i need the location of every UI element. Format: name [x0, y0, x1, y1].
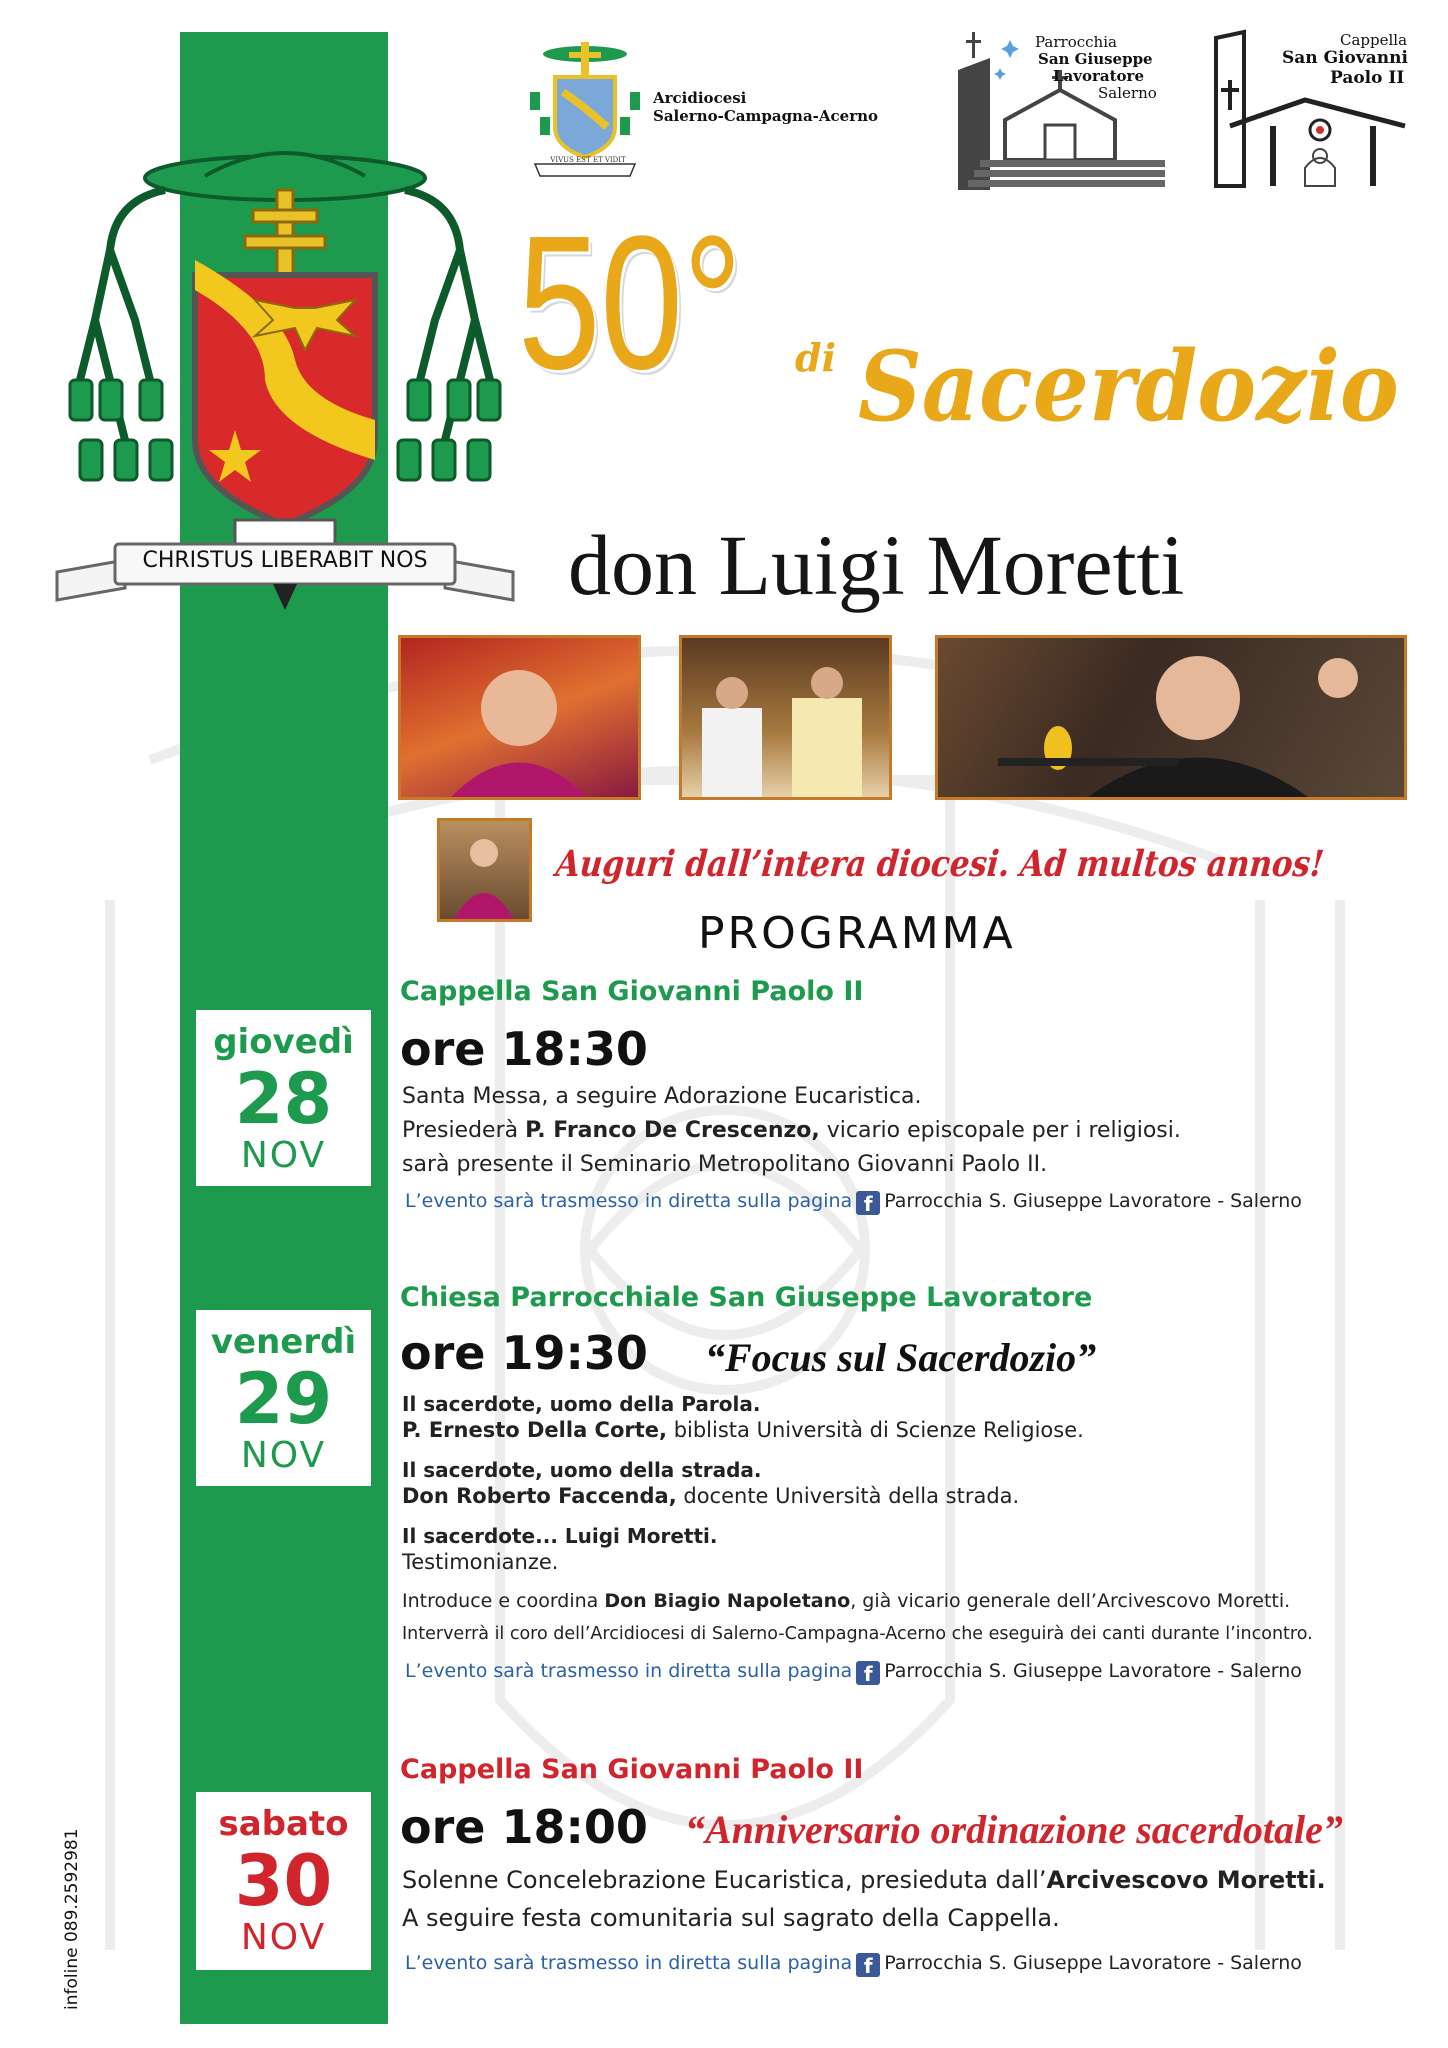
- event1-stream-note: [405, 1190, 1302, 1215]
- programma-heading: PROGRAMMA: [698, 908, 1016, 959]
- date-day: giovedì: [213, 1022, 354, 1062]
- event3-line1: [402, 1866, 1326, 1894]
- title-number: 50°: [518, 197, 743, 409]
- date-box-30: [196, 1792, 371, 1970]
- stream-page-link[interactable]: Parrocchia S. Giuseppe Lavoratore - Salerno: [884, 1190, 1302, 1212]
- speaker-name: P. Ernesto Della Corte,: [402, 1418, 668, 1442]
- archdiocese-name-line1: Arcidiocesi: [653, 89, 747, 107]
- event1-line2-pre: Presiederà: [402, 1118, 526, 1143]
- event2-intro: [402, 1590, 1290, 1612]
- crest-motto: CHRISTUS LIBERABIT NOS: [142, 548, 428, 573]
- priest-name: don Luigi Moretti: [568, 517, 1185, 613]
- event1-line1: Santa Messa, a seguire Adorazione Eucaristica.: [402, 1084, 922, 1109]
- event3-line1-pre: Solenne Concelebrazione Eucaristica, presieduta dall’: [402, 1866, 1047, 1894]
- parish-line4: Salerno: [1098, 84, 1157, 102]
- event2-talk3-title: Il sacerdote... Luigi Moretti.: [402, 1524, 718, 1548]
- event3-venue: Cappella San Giovanni Paolo II: [400, 1754, 864, 1785]
- date-number: 29: [234, 1358, 333, 1440]
- stream-text: L’evento sarà trasmesso in diretta sulla pagina: [405, 1190, 853, 1212]
- archdiocese-logo: [525, 32, 910, 192]
- chapel-line2: San Giovanni: [1282, 48, 1408, 68]
- photo-portrait-small: [437, 818, 532, 922]
- facebook-icon[interactable]: f: [856, 1953, 880, 1977]
- parish-logo: [950, 30, 1165, 195]
- parish-line3: Lavoratore: [1053, 67, 1144, 85]
- speaker-role: biblista Università di Scienze Religiose.: [667, 1418, 1084, 1442]
- event2-talk2-title: Il sacerdote, uomo della strada.: [402, 1458, 762, 1482]
- date-number: 30: [234, 1840, 333, 1922]
- chapel-logo: [1210, 28, 1420, 198]
- date-box-28: [196, 1010, 371, 1186]
- stream-page-link[interactable]: Parrocchia S. Giuseppe Lavoratore - Salerno: [884, 1660, 1302, 1682]
- date-day: venerdì: [210, 1322, 357, 1362]
- event3-presider: Arcivescovo Moretti.: [1046, 1866, 1326, 1894]
- event1-line2-post: vicario episcopale per i religiosi.: [819, 1118, 1181, 1143]
- event1-line3: sarà presente il Seminario Metropolitano Giovanni Paolo II.: [402, 1152, 1048, 1177]
- event2-talk1-speaker: [402, 1418, 1084, 1442]
- chapel-line3: Paolo II: [1330, 68, 1405, 88]
- event3-stream-note: [405, 1952, 1302, 1977]
- event2-venue: Chiesa Parrocchiale San Giuseppe Lavoratore: [400, 1282, 1093, 1313]
- event2-choir: Interverrà il coro dell’Arcidiocesi di Salerno-Campagna-Acerno che eseguirà dei canti durante l’incontro.: [402, 1624, 1313, 1644]
- event2-talk3-desc: Testimonianze.: [402, 1550, 559, 1574]
- event3-subtitle: “Anniversario ordinazione sacerdotale”: [685, 1807, 1343, 1852]
- archdiocese-name-line2: Salerno-Campagna-Acerno: [653, 107, 879, 125]
- date-day: sabato: [218, 1804, 349, 1844]
- facebook-icon[interactable]: f: [856, 1191, 880, 1215]
- event1-time: ore 18:30: [400, 1022, 648, 1076]
- event3-time: ore 18:00: [400, 1800, 648, 1854]
- event2-talk2-speaker: [402, 1484, 1019, 1508]
- event2-time: ore 19:30: [400, 1326, 648, 1380]
- date-number: 28: [234, 1058, 333, 1140]
- title-sacerdozio: Sacerdozio: [858, 330, 1399, 443]
- parish-line1: Parrocchia: [1035, 33, 1117, 51]
- event1-line2: [402, 1118, 1181, 1143]
- parish-line2: San Giuseppe: [1038, 50, 1153, 68]
- chapel-line1: Cappella: [1340, 31, 1408, 49]
- event3-line2: A seguire festa comunitaria sul sagrato della Cappella.: [402, 1904, 1060, 1932]
- speaker-name: Don Roberto Faccenda,: [402, 1484, 677, 1508]
- archdiocese-motto: VIVUS EST ET VIDIT: [550, 156, 626, 164]
- intro-pre: Introduce e coordina: [402, 1590, 605, 1612]
- speaker-role: docente Università della strada.: [676, 1484, 1020, 1508]
- moderator-name: Don Biagio Napoletano: [604, 1590, 851, 1612]
- date-box-29: [196, 1310, 371, 1486]
- date-month: NOV: [240, 1435, 327, 1476]
- photo-speech: [935, 635, 1407, 800]
- greeting-text: Auguri dall’intera diocesi. Ad multos annos!: [554, 843, 1326, 885]
- facebook-icon[interactable]: f: [856, 1661, 880, 1685]
- date-month: NOV: [240, 1135, 327, 1176]
- stream-text: L’evento sarà trasmesso in diretta sulla pagina: [405, 1660, 853, 1682]
- photo-portrait-1: [398, 635, 641, 800]
- event2-talk1-title: Il sacerdote, uomo della Parola.: [402, 1392, 761, 1416]
- date-month: NOV: [240, 1917, 327, 1958]
- stream-text: L’evento sarà trasmesso in diretta sulla pagina: [405, 1952, 853, 1974]
- stream-page-link[interactable]: Parrocchia S. Giuseppe Lavoratore - Salerno: [884, 1952, 1302, 1974]
- intro-post: , già vicario generale dell’Arcivescovo Moretti.: [850, 1590, 1291, 1612]
- event1-venue: Cappella San Giovanni Paolo II: [400, 976, 864, 1007]
- event1-presider: P. Franco De Crescenzo,: [525, 1118, 820, 1143]
- title-di: di: [795, 335, 837, 380]
- photo-ceremony: [679, 635, 892, 800]
- infoline-phone: infoline 089.2592981: [62, 1828, 82, 2010]
- event2-subtitle: “Focus sul Sacerdozio”: [705, 1335, 1097, 1380]
- event2-stream-note: [405, 1660, 1302, 1685]
